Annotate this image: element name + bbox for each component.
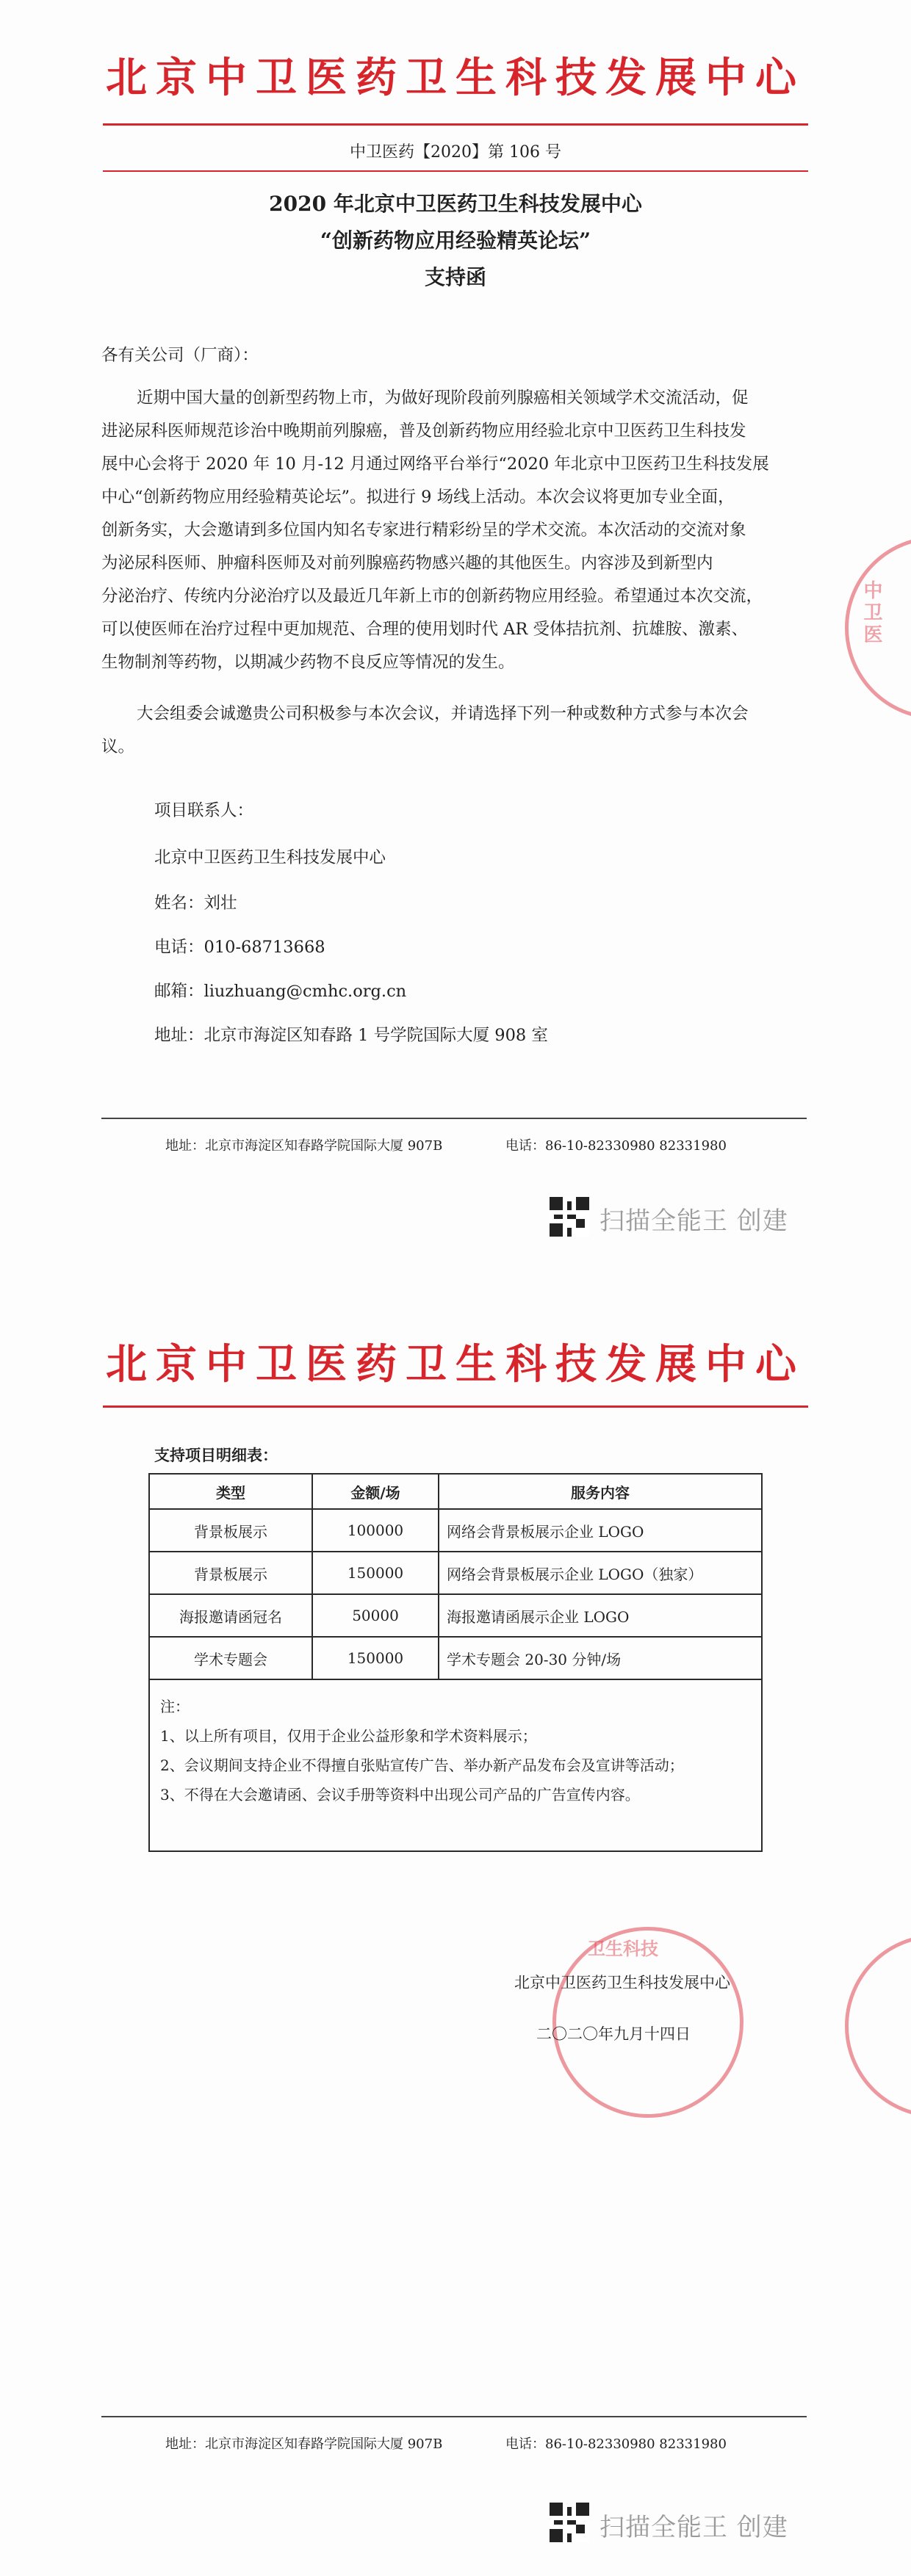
table-notes <box>149 1679 762 1851</box>
table-cell: 海报邀请函冠名 <box>149 1594 312 1637</box>
seal-lettering: 卫生科技 <box>588 1938 658 1959</box>
table-cell: 网络会背景板展示企业 LOGO（独家） <box>439 1552 762 1594</box>
body-line: 近期中国大量的创新型药物上市，为做好现阶段前列腺癌相关领域学术交流活动，促 <box>137 388 749 408</box>
footer-phone: 电话：86-10-82330980 82331980 <box>505 1138 727 1154</box>
support-items-table <box>148 1473 763 1852</box>
table-header: 类型 <box>149 1474 312 1509</box>
note-line: 注： <box>160 1698 190 1715</box>
letterhead-title: 北京中卫医药卫生科技发展中心 <box>106 1340 805 1389</box>
table-row <box>149 1509 762 1552</box>
body-line: 分泌治疗、传统内分泌治疗以及最近几年新上市的创新药物应用经验。希望通过本次交流， <box>101 587 763 606</box>
contact-address: 地址：北京市海淀区知春路 1 号学院国际大厦 908 室 <box>154 1026 548 1045</box>
body-line: 可以使医师在治疗过程中更加规范、合理的使用划时代 AR 受体拮抗剂、抗雄胺、激素、 <box>101 620 748 639</box>
table-caption: 支持项目明细表： <box>154 1446 278 1464</box>
body-line: 生物制剂等药物，以期减少药物不良反应等情况的发生。 <box>101 653 515 672</box>
table-cell: 网络会背景板展示企业 LOGO <box>439 1509 762 1552</box>
footer-rule <box>101 1118 807 1119</box>
scan-watermark: 扫描全能王 创建 <box>599 1206 788 1236</box>
table-cell: 海报邀请函展示企业 LOGO <box>439 1594 762 1637</box>
contact-name: 姓名：刘壮 <box>154 894 237 913</box>
qr-code-icon <box>550 2503 589 2542</box>
letterhead-title: 北京中卫医药卫生科技发展中心 <box>106 54 805 102</box>
letterhead-rule <box>103 1405 808 1408</box>
table-cell: 100000 <box>312 1509 439 1552</box>
scan-watermark: 扫描全能王 创建 <box>599 2513 788 2542</box>
official-seal-partial <box>845 1934 911 2118</box>
note-line: 1、以上所有项目，仅用于企业公益形象和学术资料展示； <box>160 1727 537 1745</box>
doc-number-rule <box>103 170 808 172</box>
contact-org: 北京中卫医药卫生科技发展中心 <box>154 848 386 867</box>
body-line: 中心“创新药物应用经验精英论坛”。拟进行 9 场线上活动。本次会议将更加专业全面， <box>101 488 735 507</box>
table-cell: 背景板展示 <box>149 1552 312 1594</box>
contact-phone: 电话：010-68713668 <box>154 938 325 957</box>
table-header: 服务内容 <box>439 1474 762 1509</box>
table-cell: 学术专题会 20-30 分钟/场 <box>439 1637 762 1679</box>
note-line: 2、会议期间支持企业不得擅自张贴宣传广告、举办新产品发布会及宣讲等活动； <box>160 1756 684 1774</box>
table-cell: 50000 <box>312 1594 439 1637</box>
table-row <box>149 1594 762 1637</box>
footer-address: 地址：北京市海淀区知春路学院国际大厦 907B <box>165 2436 443 2452</box>
page-2 <box>0 1288 911 2576</box>
letterhead-rule <box>103 123 808 126</box>
contact-heading: 项目联系人： <box>154 801 254 820</box>
body-line: 进泌尿科医师规范诊治中晚期前列腺癌，普及创新药物应用经验北京中卫医药卫生科技发 <box>101 422 746 441</box>
table-cell: 150000 <box>312 1552 439 1594</box>
table-row <box>149 1637 762 1679</box>
note-line: 3、不得在大会邀请函、会议手册等资料中出现公司产品的广告宣传内容。 <box>160 1786 640 1803</box>
footer-address: 地址：北京市海淀区知春路学院国际大厦 907B <box>165 1138 443 1154</box>
table-cell: 学术专题会 <box>149 1637 312 1679</box>
table-header-row <box>149 1474 762 1509</box>
title-line-2: “创新药物应用经验精英论坛” <box>320 228 591 253</box>
invite-line: 议。 <box>101 737 135 756</box>
salutation: 各有关公司（厂商）： <box>101 346 259 365</box>
table-notes-row <box>149 1679 762 1851</box>
footer-phone: 电话：86-10-82330980 82331980 <box>505 2436 727 2452</box>
table-row <box>149 1552 762 1594</box>
table-header: 金额/场 <box>312 1474 439 1509</box>
signature-org: 北京中卫医药卫生科技发展中心 <box>514 1974 730 1991</box>
title-line-3: 支持函 <box>424 265 486 289</box>
body-line: 展中心会将于 2020 年 10 月-12 月通过网络平台举行“2020 年北京中卫医药卫生科技发展 <box>101 455 769 474</box>
seal-lettering: 中卫医 <box>860 580 882 646</box>
table-cell: 150000 <box>312 1637 439 1679</box>
footer-rule <box>101 2416 807 2417</box>
invite-line: 大会组委会诚邀贵公司积极参与本次会议，并请选择下列一种或数种方式参与本次会 <box>137 704 749 723</box>
contact-email: 邮箱：liuzhuang@cmhc.org.cn <box>154 982 407 1001</box>
title-line-1: 2020 年北京中卫医药卫生科技发展中心 <box>269 192 642 216</box>
signature-date: 二〇二〇年九月十四日 <box>536 2025 691 2043</box>
table-cell: 背景板展示 <box>149 1509 312 1552</box>
body-line: 创新务实，大会邀请到多位国内知名专家进行精彩纷呈的学术交流。本次活动的交流对象 <box>101 521 746 540</box>
document-number: 中卫医药【2020】第 106 号 <box>350 143 561 162</box>
body-line: 为泌尿科医师、肿瘤科医师及对前列腺癌药物感兴趣的其他医生。内容涉及到新型内 <box>101 554 713 573</box>
qr-code-icon <box>550 1197 589 1237</box>
